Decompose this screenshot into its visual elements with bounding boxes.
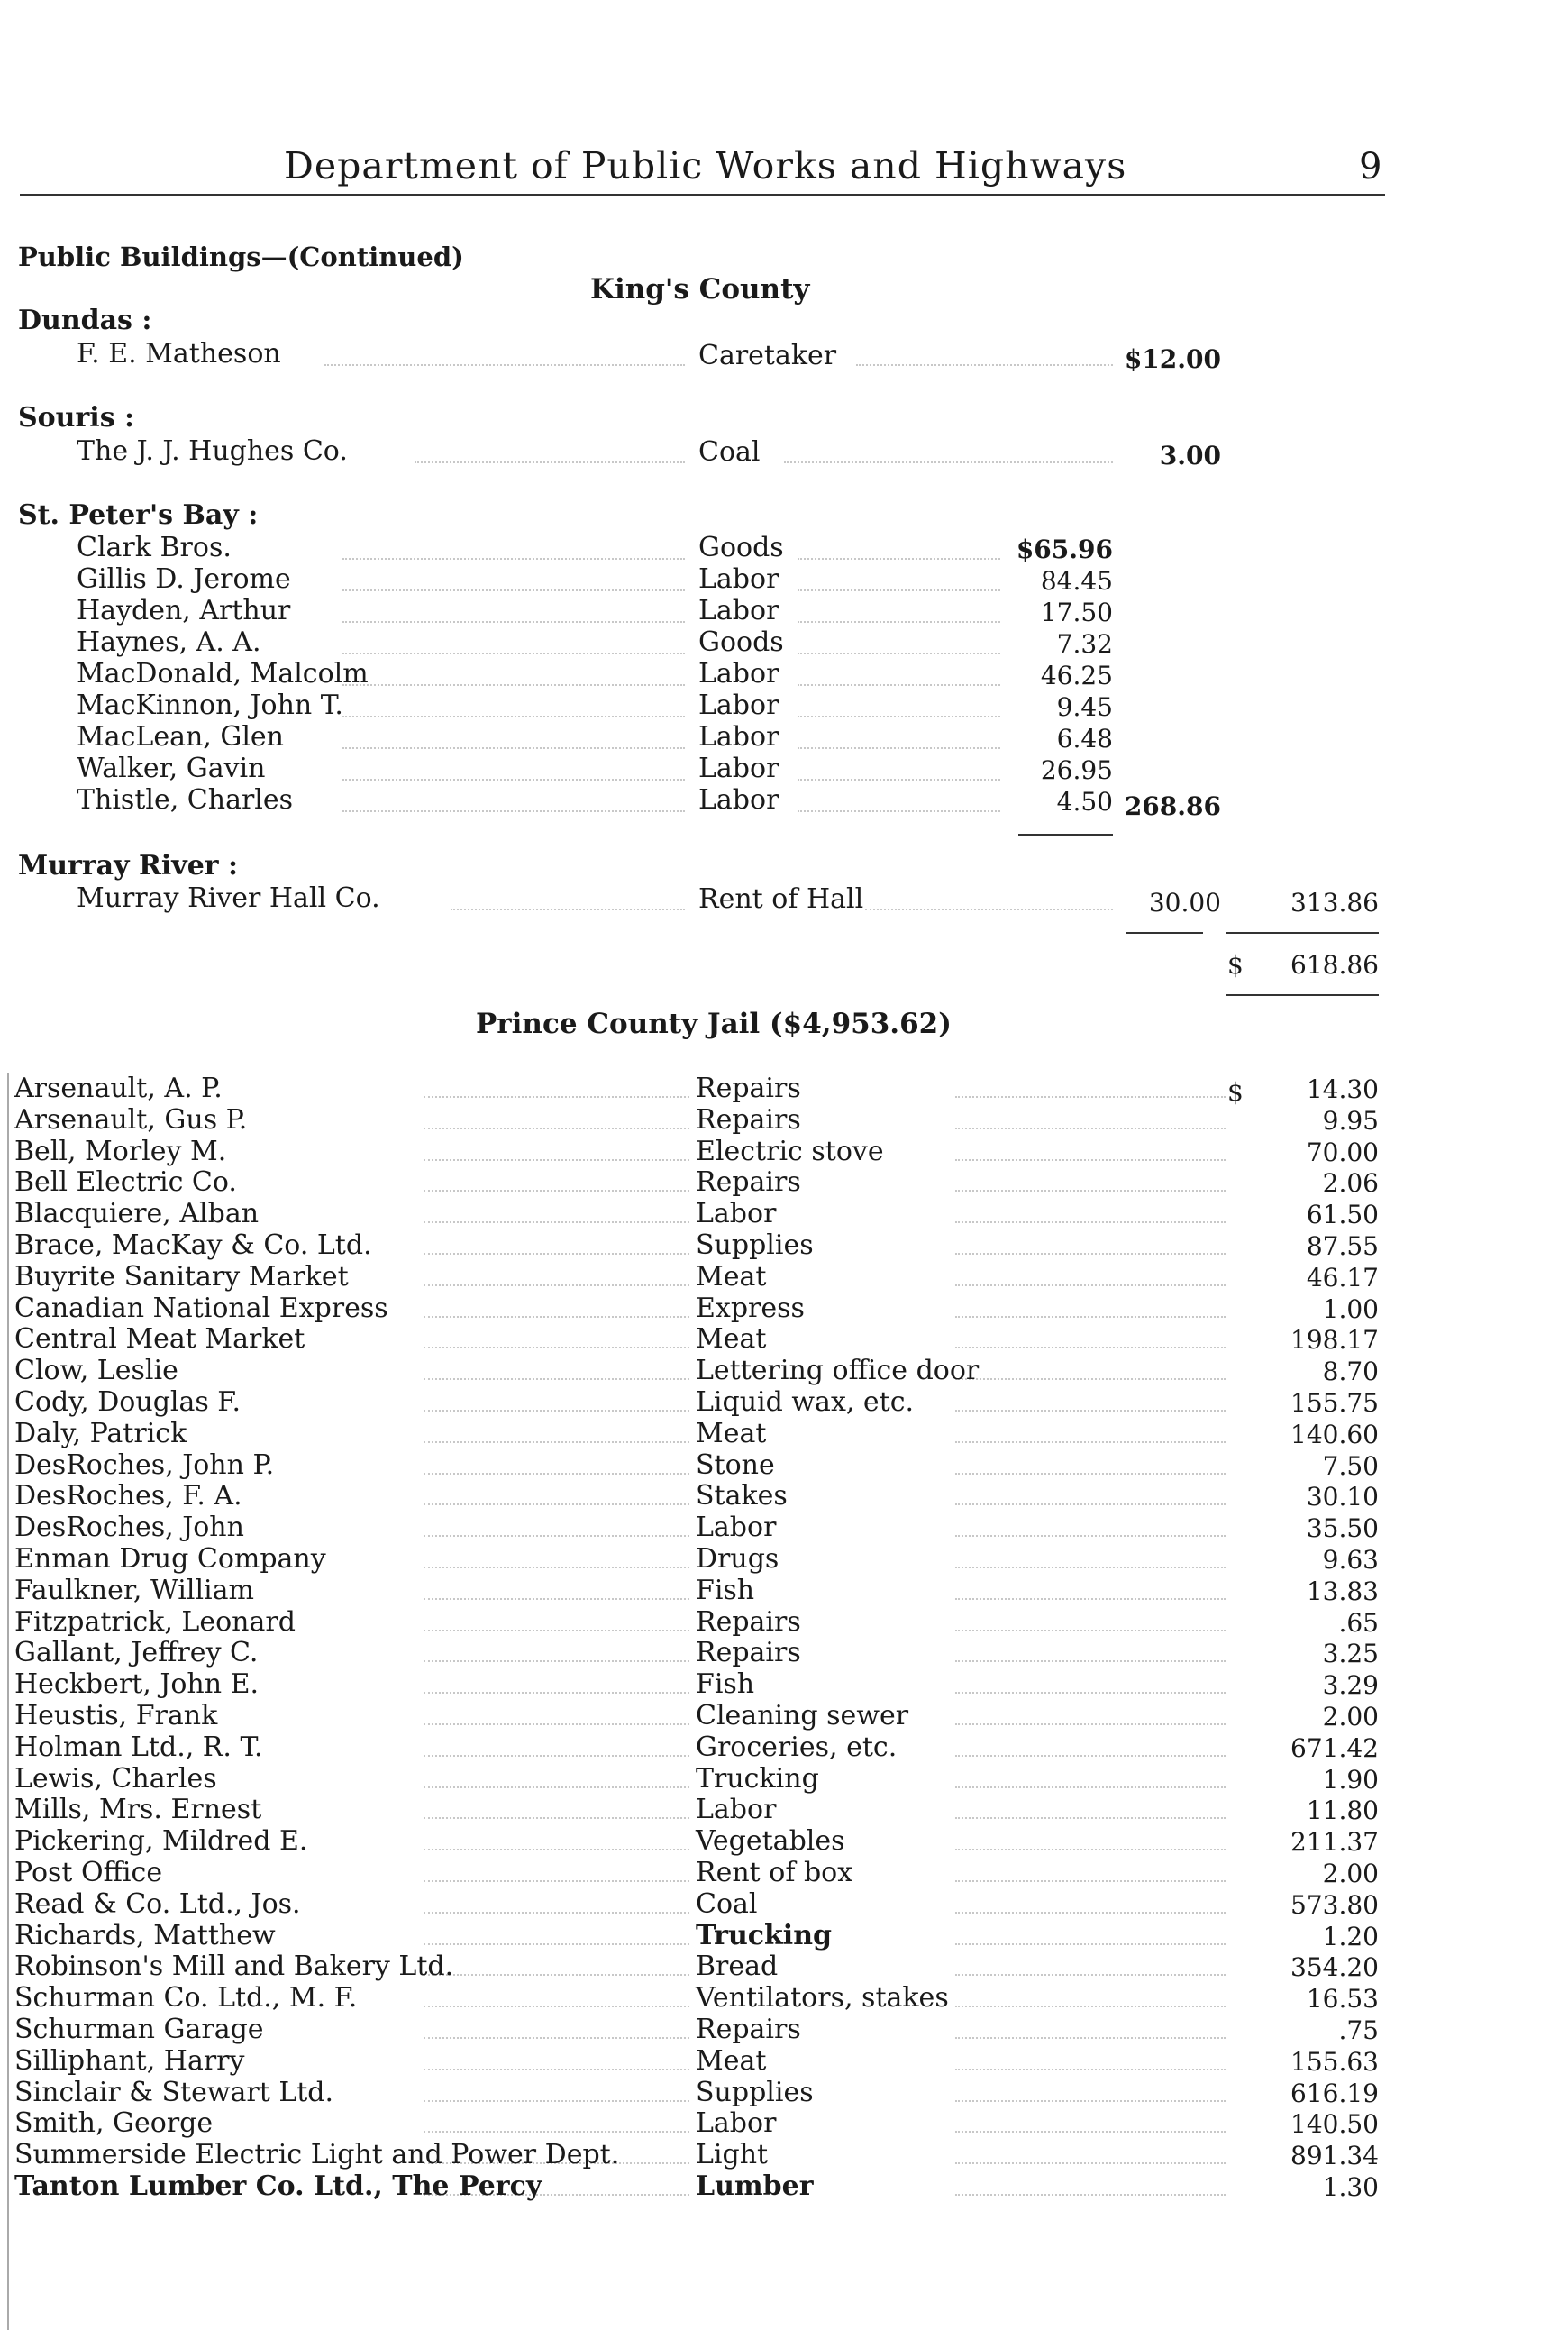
payee-name: Richards, Matthew	[14, 1920, 276, 1951]
payee-amount: .65	[1338, 1608, 1379, 1638]
payee-amount: 30.10	[1306, 1482, 1379, 1512]
payee-description: Labor	[696, 2107, 777, 2139]
dot-leader	[424, 1221, 689, 1223]
dot-leader	[955, 1849, 1226, 1850]
dot-leader	[955, 1817, 1226, 1819]
payee-name: Daly, Patrick	[14, 1418, 187, 1449]
payee-description: Labor	[698, 658, 779, 690]
payee-name: DesRoches, F. A.	[14, 1480, 242, 1512]
payee-description: Labor	[698, 595, 779, 626]
payee-amount: 84.45	[1040, 566, 1113, 596]
payee-description: Lumber	[696, 2170, 814, 2202]
grand-total-dollar-sign: $	[1227, 950, 1244, 980]
payee-name: MacDonald, Malcolm	[77, 658, 369, 690]
payee-amount: 3.25	[1322, 1639, 1379, 1668]
dot-leader	[424, 1253, 689, 1255]
dot-leader	[424, 2069, 689, 2070]
payee-description: Goods	[698, 532, 784, 563]
payee-name: DesRoches, John	[14, 1512, 244, 1543]
dot-leader	[424, 1974, 689, 1976]
table-row	[0, 1982, 1568, 2014]
dot-leader	[955, 1159, 1226, 1161]
payee-amount: 2.00	[1322, 1702, 1379, 1732]
dot-leader	[342, 653, 685, 654]
payee-description: Labor	[698, 721, 779, 753]
jail-dollar-sign: $	[1227, 1077, 1244, 1107]
payee-amount: 46.25	[1040, 661, 1113, 690]
dot-leader	[424, 1159, 689, 1161]
page-header	[0, 144, 1568, 198]
dot-leader	[955, 1535, 1226, 1537]
payee-amount: 9.63	[1322, 1545, 1379, 1575]
payee-name: Haynes, A. A.	[77, 626, 261, 658]
payee-name: Post Office	[14, 1857, 163, 1888]
dot-leader	[955, 1692, 1226, 1694]
payee-description: Coal	[696, 1888, 758, 1920]
table-row	[0, 1606, 1568, 1638]
payee-description: Labor	[698, 690, 779, 721]
dot-leader	[424, 1817, 689, 1819]
dot-leader	[955, 1473, 1226, 1475]
grand-total-rule	[1226, 994, 1379, 996]
dot-leader	[856, 364, 1113, 366]
payee-description: Caretaker	[698, 340, 837, 371]
dot-leader	[955, 1567, 1226, 1568]
payee-description: Labor	[698, 753, 779, 784]
payee-amount: 3.00	[1159, 441, 1221, 471]
payee-description: Drugs	[696, 1543, 779, 1575]
payee-amount: 14.30	[1306, 1074, 1379, 1104]
dot-leader	[955, 1974, 1226, 1976]
payee-description: Repairs	[696, 1606, 801, 1638]
payee-description: Vegetables	[696, 1825, 845, 1857]
table-row	[0, 1920, 1568, 1951]
payee-name: Lewis, Charles	[14, 1763, 217, 1795]
dot-leader	[415, 461, 685, 463]
table-row	[0, 2014, 1568, 2045]
dot-leader	[424, 1755, 689, 1757]
dot-leader	[798, 653, 1000, 654]
payee-name: Buyrite Sanitary Market	[14, 1261, 349, 1293]
payee-amount: 1.90	[1322, 1765, 1379, 1795]
place-dundas: Dundas :	[18, 305, 152, 336]
payee-name: Holman Ltd., R. T.	[14, 1732, 263, 1763]
dot-leader	[424, 1284, 689, 1286]
dot-leader	[798, 558, 1000, 560]
dot-leader	[955, 1755, 1226, 1757]
table-row	[0, 1825, 1568, 1857]
payee-description: Repairs	[696, 1637, 801, 1668]
dot-leader	[955, 1503, 1226, 1505]
payee-name: Thistle, Charles	[77, 784, 294, 816]
payee-name: Cody, Douglas F.	[14, 1386, 241, 1418]
dot-leader	[955, 2069, 1226, 2070]
payee-name: Schurman Garage	[14, 2014, 264, 2045]
payee-amount: 26.95	[1040, 755, 1113, 785]
table-row	[0, 1355, 1568, 1386]
dot-leader	[424, 1503, 689, 1505]
dot-leader	[955, 2037, 1226, 2039]
table-row	[0, 1480, 1568, 1512]
payee-name: Fitzpatrick, Leonard	[14, 1606, 296, 1638]
payee-name: Heustis, Frank	[14, 1700, 218, 1732]
payee-amount: 1.30	[1322, 2172, 1379, 2202]
payee-amount: 30.00	[1148, 888, 1221, 918]
payee-description: Cleaning sewer	[696, 1700, 909, 1732]
payee-amount: 891.34	[1290, 2141, 1379, 2170]
payee-description: Rent of box	[696, 1857, 853, 1888]
dot-leader	[955, 1410, 1226, 1412]
payee-description: Meat	[696, 2045, 767, 2077]
payee-amount: 671.42	[1290, 1733, 1379, 1763]
dot-leader	[424, 1912, 689, 1914]
table-row	[0, 1857, 1568, 1888]
payee-name: Hayden, Arthur	[77, 595, 291, 626]
payee-name: Arsenault, Gus P.	[14, 1104, 248, 1136]
dot-leader	[955, 1221, 1226, 1223]
payee-amount: 211.37	[1290, 1827, 1379, 1857]
dot-leader	[424, 1347, 689, 1348]
payee-name: Bell Electric Co.	[14, 1166, 237, 1198]
table-row	[0, 1700, 1568, 1732]
total-rule	[1226, 932, 1379, 934]
section-title: Public Buildings—(Continued)	[18, 242, 464, 272]
dot-leader	[424, 1316, 689, 1318]
payee-amount: 140.60	[1290, 1420, 1379, 1449]
table-row	[0, 1418, 1568, 1449]
payee-name: Smith, George	[14, 2107, 214, 2139]
dot-leader	[955, 1347, 1226, 1348]
dot-leader	[955, 2194, 1226, 2196]
dot-leader	[798, 621, 1000, 623]
dot-leader	[424, 1943, 689, 1945]
payee-amount: 198.17	[1290, 1325, 1379, 1355]
dot-leader	[955, 2162, 1226, 2164]
dot-leader	[424, 1880, 689, 1882]
payee-name: Gillis D. Jerome	[77, 563, 291, 595]
dot-leader	[424, 1660, 689, 1662]
table-row	[0, 2077, 1568, 2108]
payee-name: Faulkner, William	[14, 1575, 254, 1606]
dot-leader	[955, 1284, 1226, 1286]
dot-leader	[342, 810, 685, 812]
payee-name: Brace, MacKay & Co. Ltd.	[14, 1229, 372, 1261]
table-row	[0, 1386, 1568, 1418]
payee-amount: 1.20	[1322, 1922, 1379, 1951]
dot-leader	[955, 2100, 1226, 2102]
table-row	[0, 1166, 1568, 1198]
payee-description: Express	[696, 1293, 805, 1324]
subtotal-rule	[1018, 834, 1113, 836]
total-rule	[1126, 932, 1203, 934]
dot-leader	[798, 779, 1000, 781]
payee-amount: 7.32	[1056, 629, 1113, 659]
dot-leader	[424, 1378, 689, 1380]
payee-name: Pickering, Mildred E.	[14, 1825, 308, 1857]
payee-description: Supplies	[696, 2077, 814, 2108]
place-murray-river: Murray River :	[18, 850, 239, 882]
header-rule	[20, 194, 1385, 196]
dot-leader	[424, 1692, 689, 1694]
page-title: Department of Public Works and Highways	[284, 144, 1127, 187]
dot-leader	[424, 1410, 689, 1412]
table-row	[0, 1668, 1568, 1700]
dot-leader	[798, 810, 1000, 812]
dot-leader	[342, 716, 685, 717]
payee-amount: 354.20	[1290, 1952, 1379, 1982]
table-row	[0, 1888, 1568, 1920]
payee-description: Bread	[696, 1951, 779, 1982]
dot-leader	[451, 909, 685, 910]
payee-description: Light	[696, 2139, 769, 2170]
payee-amount: $12.00	[1124, 344, 1221, 374]
dot-leader	[798, 684, 1000, 686]
payee-name: Robinson's Mill and Bakery Ltd.	[14, 1951, 454, 1982]
table-row	[0, 1951, 1568, 1982]
dot-leader	[955, 1660, 1226, 1662]
payee-name: Walker, Gavin	[77, 753, 266, 784]
payee-description: Ventilators, stakes	[696, 1982, 949, 2014]
dot-leader	[424, 1723, 689, 1725]
dot-leader	[955, 2131, 1226, 2133]
payee-description: Labor	[698, 563, 779, 595]
payee-name: Clark Bros.	[77, 532, 232, 563]
payee-name: DesRoches, John P.	[14, 1449, 275, 1481]
dot-leader	[424, 1849, 689, 1850]
payee-amount: 9.95	[1322, 1106, 1379, 1136]
payee-description: Repairs	[696, 1073, 801, 1104]
dot-leader	[342, 684, 685, 686]
payee-name: Tanton Lumber Co. Ltd., The Percy	[14, 2170, 542, 2202]
payee-description: Meat	[696, 1323, 767, 1355]
payee-name: Mills, Mrs. Ernest	[14, 1794, 262, 1825]
table-row	[0, 1323, 1568, 1355]
dot-leader	[784, 461, 1113, 463]
place-st-peters-bay: St. Peter's Bay :	[18, 499, 259, 531]
table-row	[0, 1637, 1568, 1668]
table-row	[0, 1229, 1568, 1261]
dot-leader	[955, 1441, 1226, 1443]
dot-leader	[955, 1630, 1226, 1631]
payee-name: Sinclair & Stewart Ltd.	[14, 2077, 334, 2108]
dot-leader	[955, 1880, 1226, 1882]
payee-amount: 573.80	[1290, 1890, 1379, 1920]
place-souris: Souris :	[18, 402, 135, 434]
dot-leader	[955, 1786, 1226, 1788]
dot-leader	[424, 1096, 689, 1098]
dot-leader	[955, 1723, 1226, 1725]
payee-amount: 2.00	[1322, 1859, 1379, 1888]
payee-amount: 61.50	[1306, 1200, 1379, 1229]
dot-leader	[955, 1128, 1226, 1129]
table-row	[0, 1794, 1568, 1825]
dot-leader	[955, 1378, 1226, 1380]
table-row	[0, 2045, 1568, 2077]
payee-description: Meat	[696, 1418, 767, 1449]
dot-leader	[424, 1190, 689, 1192]
payee-name: Schurman Co. Ltd., M. F.	[14, 1982, 358, 2014]
payee-amount: 3.29	[1322, 1670, 1379, 1700]
payee-name: Canadian National Express	[14, 1293, 388, 1324]
dot-leader	[955, 1190, 1226, 1192]
payee-description: Electric stove	[696, 1136, 884, 1167]
dot-leader	[342, 589, 685, 591]
payee-name: Summerside Electric Light and Power Dept.	[14, 2139, 620, 2170]
dot-leader	[424, 1535, 689, 1537]
dot-leader	[424, 1567, 689, 1568]
payee-name: MacLean, Glen	[77, 721, 284, 753]
payee-description: Groceries, etc.	[696, 1732, 898, 1763]
table-row	[0, 1136, 1568, 1167]
payee-amount: 6.48	[1056, 724, 1113, 754]
jail-title: Prince County Jail ($4,953.62)	[476, 1008, 952, 1040]
dot-leader	[424, 2006, 689, 2007]
dot-leader	[955, 1598, 1226, 1600]
payee-description: Liquid wax, etc.	[696, 1386, 915, 1418]
payee-name: F. E. Matheson	[77, 338, 281, 370]
dot-leader	[342, 779, 685, 781]
payee-description: Fish	[696, 1668, 755, 1700]
table-row	[0, 1293, 1568, 1324]
payee-amount: 87.55	[1306, 1231, 1379, 1261]
payee-name: Blacquiere, Alban	[14, 1198, 260, 1229]
payee-name: Heckbert, John E.	[14, 1668, 260, 1700]
dot-leader	[424, 1128, 689, 1129]
dot-leader	[424, 2037, 689, 2039]
payee-amount: 46.17	[1306, 1263, 1379, 1293]
dot-leader	[955, 1316, 1226, 1318]
payee-amount: 2.06	[1322, 1168, 1379, 1198]
kings-county-title: King's County	[590, 273, 810, 306]
payee-description: Trucking	[696, 1763, 819, 1795]
dot-leader	[424, 1786, 689, 1788]
payee-name: Gallant, Jeffrey C.	[14, 1637, 259, 1668]
dot-leader	[424, 1598, 689, 1600]
table-row	[0, 1763, 1568, 1795]
payee-description: Goods	[698, 626, 784, 658]
payee-amount: 35.50	[1306, 1513, 1379, 1543]
payee-description: Meat	[696, 1261, 767, 1293]
payee-description: Lettering office door	[696, 1355, 980, 1386]
payee-description: Labor	[696, 1794, 777, 1825]
table-row	[0, 2139, 1568, 2170]
payee-name: Bell, Morley M.	[14, 1136, 227, 1167]
payee-amount: 17.50	[1040, 598, 1113, 627]
dot-leader	[798, 747, 1000, 749]
table-row	[0, 1104, 1568, 1136]
table-row	[0, 2107, 1568, 2139]
payee-amount: 155.63	[1290, 2047, 1379, 2077]
dot-leader	[424, 2131, 689, 2133]
payee-name: The J. J. Hughes Co.	[77, 435, 348, 467]
table-row	[0, 1449, 1568, 1481]
page-number: 9	[1359, 146, 1382, 187]
payee-amount: 70.00	[1306, 1138, 1379, 1167]
payee-amount: 13.83	[1306, 1576, 1379, 1606]
table-row	[0, 1543, 1568, 1575]
payee-amount: 8.70	[1322, 1357, 1379, 1386]
table-row	[0, 1732, 1568, 1763]
payee-amount: 155.75	[1290, 1388, 1379, 1418]
payee-description: Supplies	[696, 1229, 814, 1261]
dot-leader	[342, 747, 685, 749]
payee-amount: 4.50	[1056, 787, 1113, 817]
st-peters-subtotal: 268.86	[1124, 791, 1221, 821]
dot-leader	[342, 621, 685, 623]
payee-description: Labor	[696, 1512, 777, 1543]
dot-leader	[955, 1253, 1226, 1255]
scan-margin-line	[7, 1073, 9, 2330]
grand-total: 618.86	[1290, 950, 1379, 980]
payee-amount: 616.19	[1290, 2079, 1379, 2108]
dot-leader	[955, 2006, 1226, 2007]
payee-amount: 9.45	[1056, 692, 1113, 722]
payee-amount: 1.00	[1322, 1294, 1379, 1324]
dot-leader	[324, 364, 685, 366]
dot-leader	[955, 1912, 1226, 1914]
dot-leader	[424, 2100, 689, 2102]
payee-description: Fish	[696, 1575, 755, 1606]
table-row	[0, 1073, 1568, 1104]
dot-leader	[424, 1473, 689, 1475]
dot-leader	[424, 1441, 689, 1443]
kings-county-total: 313.86	[1290, 888, 1379, 918]
dot-leader	[798, 716, 1000, 717]
payee-name: Read & Co. Ltd., Jos.	[14, 1888, 301, 1920]
payee-description: Rent of Hall	[698, 883, 864, 915]
table-row	[0, 2170, 1568, 2202]
payee-amount: 16.53	[1306, 1984, 1379, 2014]
payee-description: Stakes	[696, 1480, 788, 1512]
payee-name: Enman Drug Company	[14, 1543, 326, 1575]
table-row	[0, 1512, 1568, 1543]
payee-name: Silliphant, Harry	[14, 2045, 245, 2077]
dot-leader	[865, 909, 1113, 910]
payee-description: Coal	[698, 436, 761, 468]
payee-amount: 7.50	[1322, 1451, 1379, 1481]
payee-description: Stone	[696, 1449, 775, 1481]
dot-leader	[955, 1096, 1226, 1098]
payee-name: Murray River Hall Co.	[77, 882, 380, 914]
payee-description: Labor	[698, 784, 779, 816]
payee-name: MacKinnon, John T.	[77, 690, 343, 721]
dot-leader	[424, 1630, 689, 1631]
payee-description: Repairs	[696, 2014, 801, 2045]
table-row	[0, 1575, 1568, 1606]
payee-name: Central Meat Market	[14, 1323, 305, 1355]
payee-description: Trucking	[696, 1920, 832, 1951]
payee-amount: 140.50	[1290, 2109, 1379, 2139]
payee-name: Arsenault, A. P.	[14, 1073, 223, 1104]
table-row	[0, 1261, 1568, 1293]
table-row	[0, 1198, 1568, 1229]
payee-amount: 11.80	[1306, 1795, 1379, 1825]
payee-amount: $65.96	[1016, 535, 1113, 564]
dot-leader	[955, 1943, 1226, 1945]
dot-leader	[798, 589, 1000, 591]
payee-description: Repairs	[696, 1166, 801, 1198]
payee-description: Repairs	[696, 1104, 801, 1136]
payee-name: Clow, Leslie	[14, 1355, 178, 1386]
dot-leader	[342, 558, 685, 560]
payee-description: Labor	[696, 1198, 777, 1229]
payee-amount: .75	[1338, 2015, 1379, 2045]
